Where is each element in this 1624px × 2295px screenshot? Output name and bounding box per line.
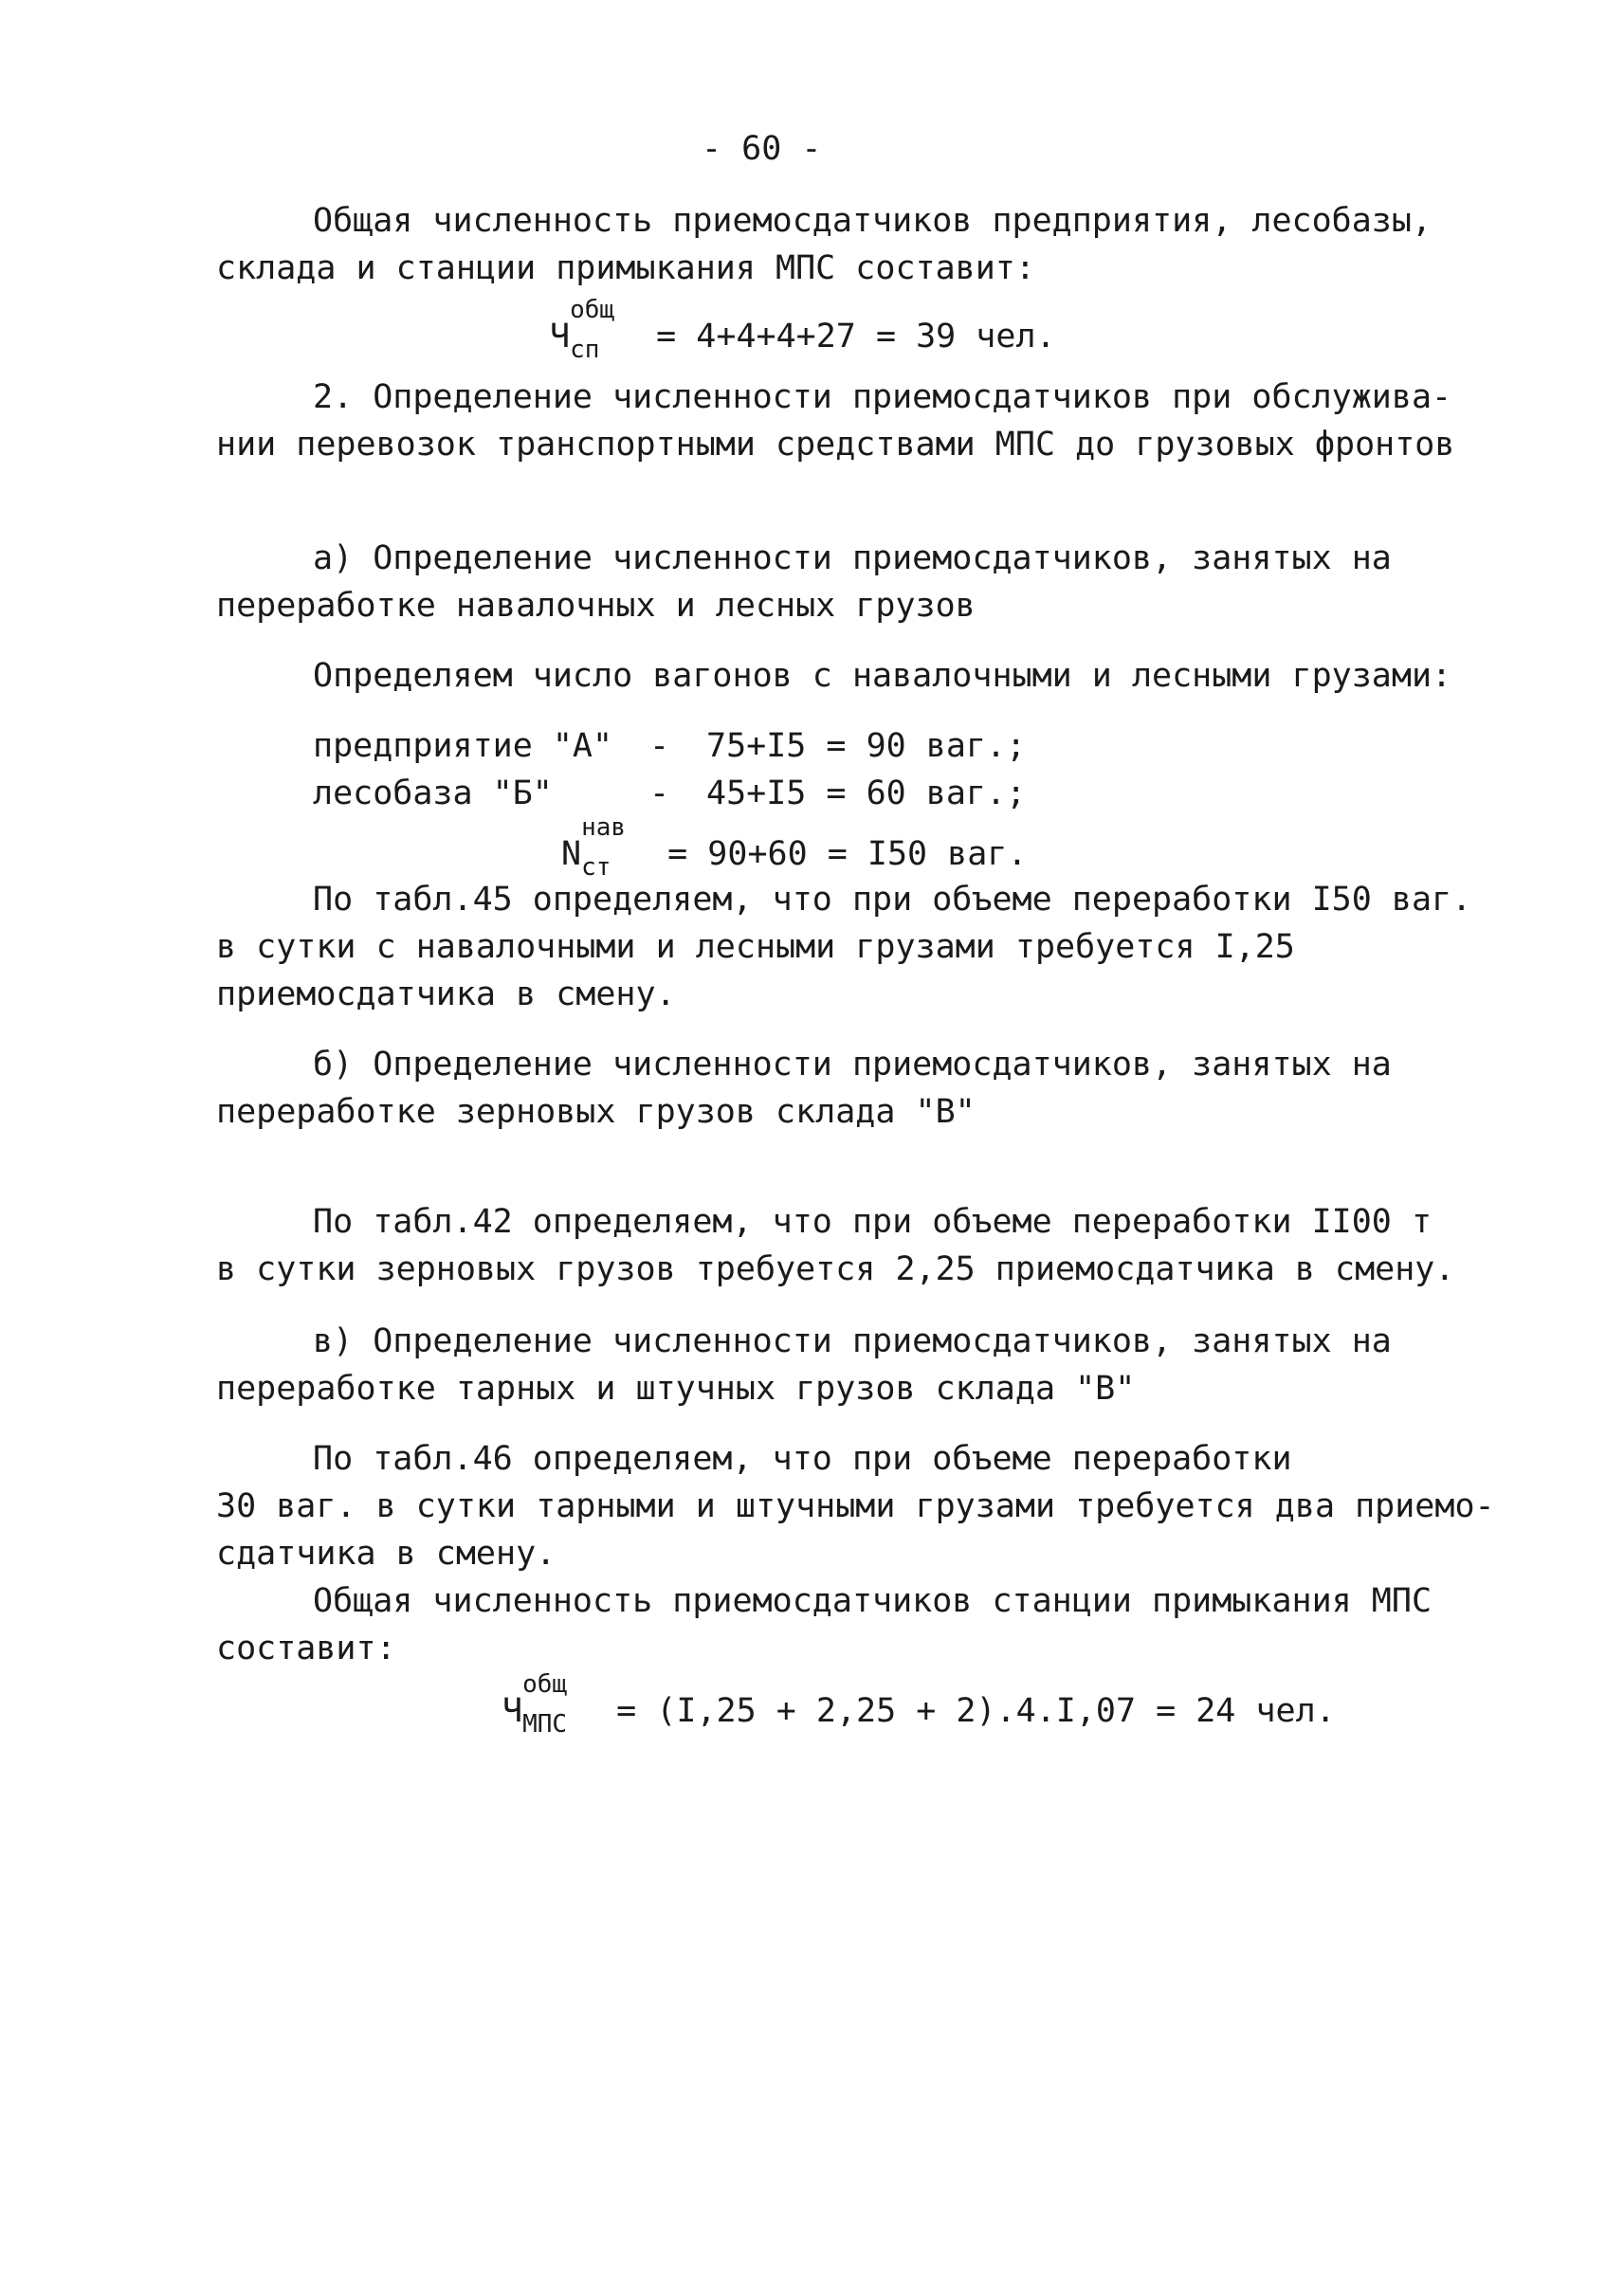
- paragraph-count-wagons: Определяем число вагонов с навалочными и лесными грузами:: [313, 657, 1452, 695]
- paragraph-total-line-2: склада и станции примыкания МПС составит:: [216, 249, 1035, 287]
- eq1-sub: сп: [570, 336, 600, 364]
- equation-n-nav: [561, 813, 1028, 882]
- row-dash: -: [649, 727, 670, 765]
- paragraph-6-line-2: составит:: [216, 1630, 396, 1667]
- row-label: предприятие "А": [313, 727, 613, 765]
- eq1-rhs: = 4+4+4+27 = 39 чел.: [656, 318, 1056, 355]
- row-label: лесобаза "Б": [313, 774, 553, 812]
- section-b-line-1: б) Определение численности приемосдатчиков, занятых на: [313, 1046, 1392, 1084]
- paragraph-total-line-1: Общая численность приемосдатчиков предприятия, лесобазы,: [313, 202, 1432, 240]
- eq2-sup: нав: [581, 813, 627, 842]
- equation-total-mps: [502, 1670, 1336, 1739]
- eq2-base: N: [561, 835, 582, 873]
- paragraph-5-line-3: сдатчика в смену.: [216, 1535, 557, 1573]
- paragraph-3-line-3: приемосдатчика в смену.: [216, 975, 676, 1013]
- eq2-rhs: = 90+60 = I50 ваг.: [667, 835, 1028, 873]
- page-number: - 60 -: [702, 130, 822, 168]
- paragraph-2-line-1: 2. Определение численности приемосдатчиков при обслужива-: [313, 378, 1452, 416]
- paragraph-4-line-2: в сутки зерновых грузов требуется 2,25 приемосдатчика в смену.: [216, 1250, 1455, 1288]
- section-a-line-2: переработке навалочных и лесных грузов: [216, 587, 976, 625]
- section-v-line-1: в) Определение численности приемосдатчиков, занятых на: [313, 1322, 1392, 1360]
- eq3-sup: общ: [522, 1670, 568, 1699]
- row-expr: 75+I5 = 90 ваг.;: [706, 727, 1027, 765]
- paragraph-2-line-2: нии перевозок транспортными средствами МПС до грузовых фронтов: [216, 426, 1455, 464]
- paragraph-3-line-1: По табл.45 определяем, что при объеме переработки I50 ваг.: [313, 881, 1472, 919]
- eq3-base: Ч: [502, 1692, 523, 1730]
- section-v-line-2: переработке тарных и штучных грузов склада "В": [216, 1370, 1136, 1408]
- eq1-base: Ч: [550, 318, 571, 355]
- row-expr: 45+I5 = 60 ваг.;: [706, 774, 1027, 812]
- eq3-sub: МПС: [522, 1710, 568, 1739]
- section-b-line-2: переработке зерновых грузов склада "В": [216, 1093, 976, 1131]
- paragraph-3-line-2: в сутки с навалочными и лесными грузами требуется I,25: [216, 928, 1295, 966]
- row-dash: -: [649, 774, 670, 812]
- paragraph-4-line-1: По табл.42 определяем, что при объеме переработки II00 т: [313, 1203, 1432, 1241]
- paragraph-6-line-1: Общая численность приемосдатчиков станции примыкания МПС: [313, 1582, 1432, 1620]
- eq2-sub: ст: [581, 853, 611, 882]
- eq3-rhs: = (I,25 + 2,25 + 2).4.I,07 = 24 чел.: [616, 1692, 1336, 1730]
- eq1-sup: общ: [570, 296, 615, 324]
- paragraph-5-line-2: 30 ваг. в сутки тарными и штучными грузами требуется два приемо-: [216, 1487, 1495, 1525]
- section-a-line-1: а) Определение численности приемосдатчиков, занятых на: [313, 539, 1392, 577]
- paragraph-5-line-1: По табл.46 определяем, что при объеме переработки: [313, 1440, 1292, 1478]
- equation-total-sp: [550, 296, 1056, 364]
